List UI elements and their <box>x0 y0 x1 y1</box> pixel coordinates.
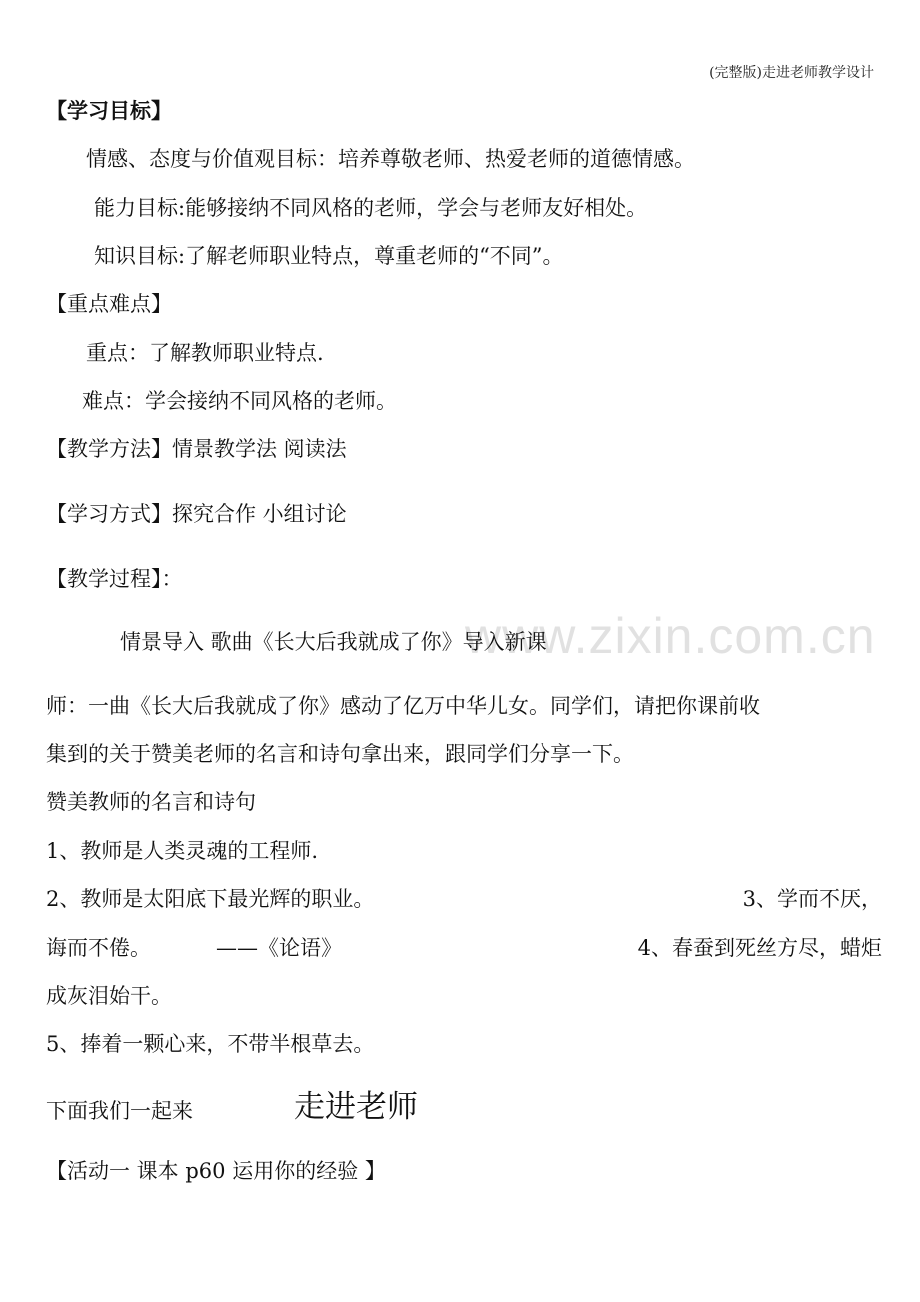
document-header: (完整版)走进老师教学设计 <box>709 65 874 81</box>
goal-ability: 能力目标:能够接纳不同风格的老师，学会与老师友好相处。 <box>94 196 648 220</box>
process-heading: 【教学过程】： <box>46 567 183 591</box>
key-point: 重点：了解教师职业特点. <box>86 341 324 365</box>
quote-2: 2、教师是太阳底下最光辉的职业。 <box>46 887 375 911</box>
quote-4-start: 4、春蚕到死丝方尽，蜡炬 <box>637 936 882 960</box>
goal-emotion: 情感、态度与价值观目标：培养尊敬老师、热爱老师的道德情感。 <box>86 147 695 171</box>
teaching-method: 【教学方法】情景教学法 阅读法 <box>46 437 347 461</box>
teacher-line-2: 集到的关于赞美老师的名言和诗句拿出来，跟同学们分享一下。 <box>46 742 634 766</box>
quotes-heading: 赞美教师的名言和诗句 <box>46 790 256 814</box>
key-points-heading: 【重点难点】 <box>46 292 172 316</box>
goal-knowledge: 知识目标:了解老师职业特点，尊重老师的“不同”。 <box>94 244 564 268</box>
intro-line: 情景导入 歌曲《长大后我就成了你》导入新课 <box>120 630 547 654</box>
quote-3-source: ——《论语》 <box>216 936 342 960</box>
quote-3-end: 诲而不倦。 <box>46 936 151 960</box>
quote-5: 5、捧着一颗心来，不带半根草去。 <box>46 1032 375 1056</box>
lesson-title: 走进老师 <box>294 1089 418 1125</box>
quote-1: 1、教师是人类灵魂的工程师. <box>46 839 319 863</box>
difficulty-point: 难点：学会接纳不同风格的老师。 <box>82 389 397 413</box>
quote-3-start: 3、学而不厌， <box>742 887 882 911</box>
learning-method: 【学习方式】探究合作 小组讨论 <box>46 502 347 526</box>
goals-heading: 【学习目标】 <box>46 98 172 123</box>
teacher-line-1: 师：一曲《长大后我就成了你》感动了亿万中华儿女。同学们，请把你课前收 <box>46 694 760 718</box>
activity-heading: 【活动一 课本 p60 运用你的经验 】 <box>46 1159 386 1183</box>
watermark: www.zixin.com.cn <box>465 608 876 664</box>
quote-4-end: 成灰泪始干。 <box>46 984 172 1008</box>
lead-in: 下面我们一起来 <box>46 1099 193 1123</box>
